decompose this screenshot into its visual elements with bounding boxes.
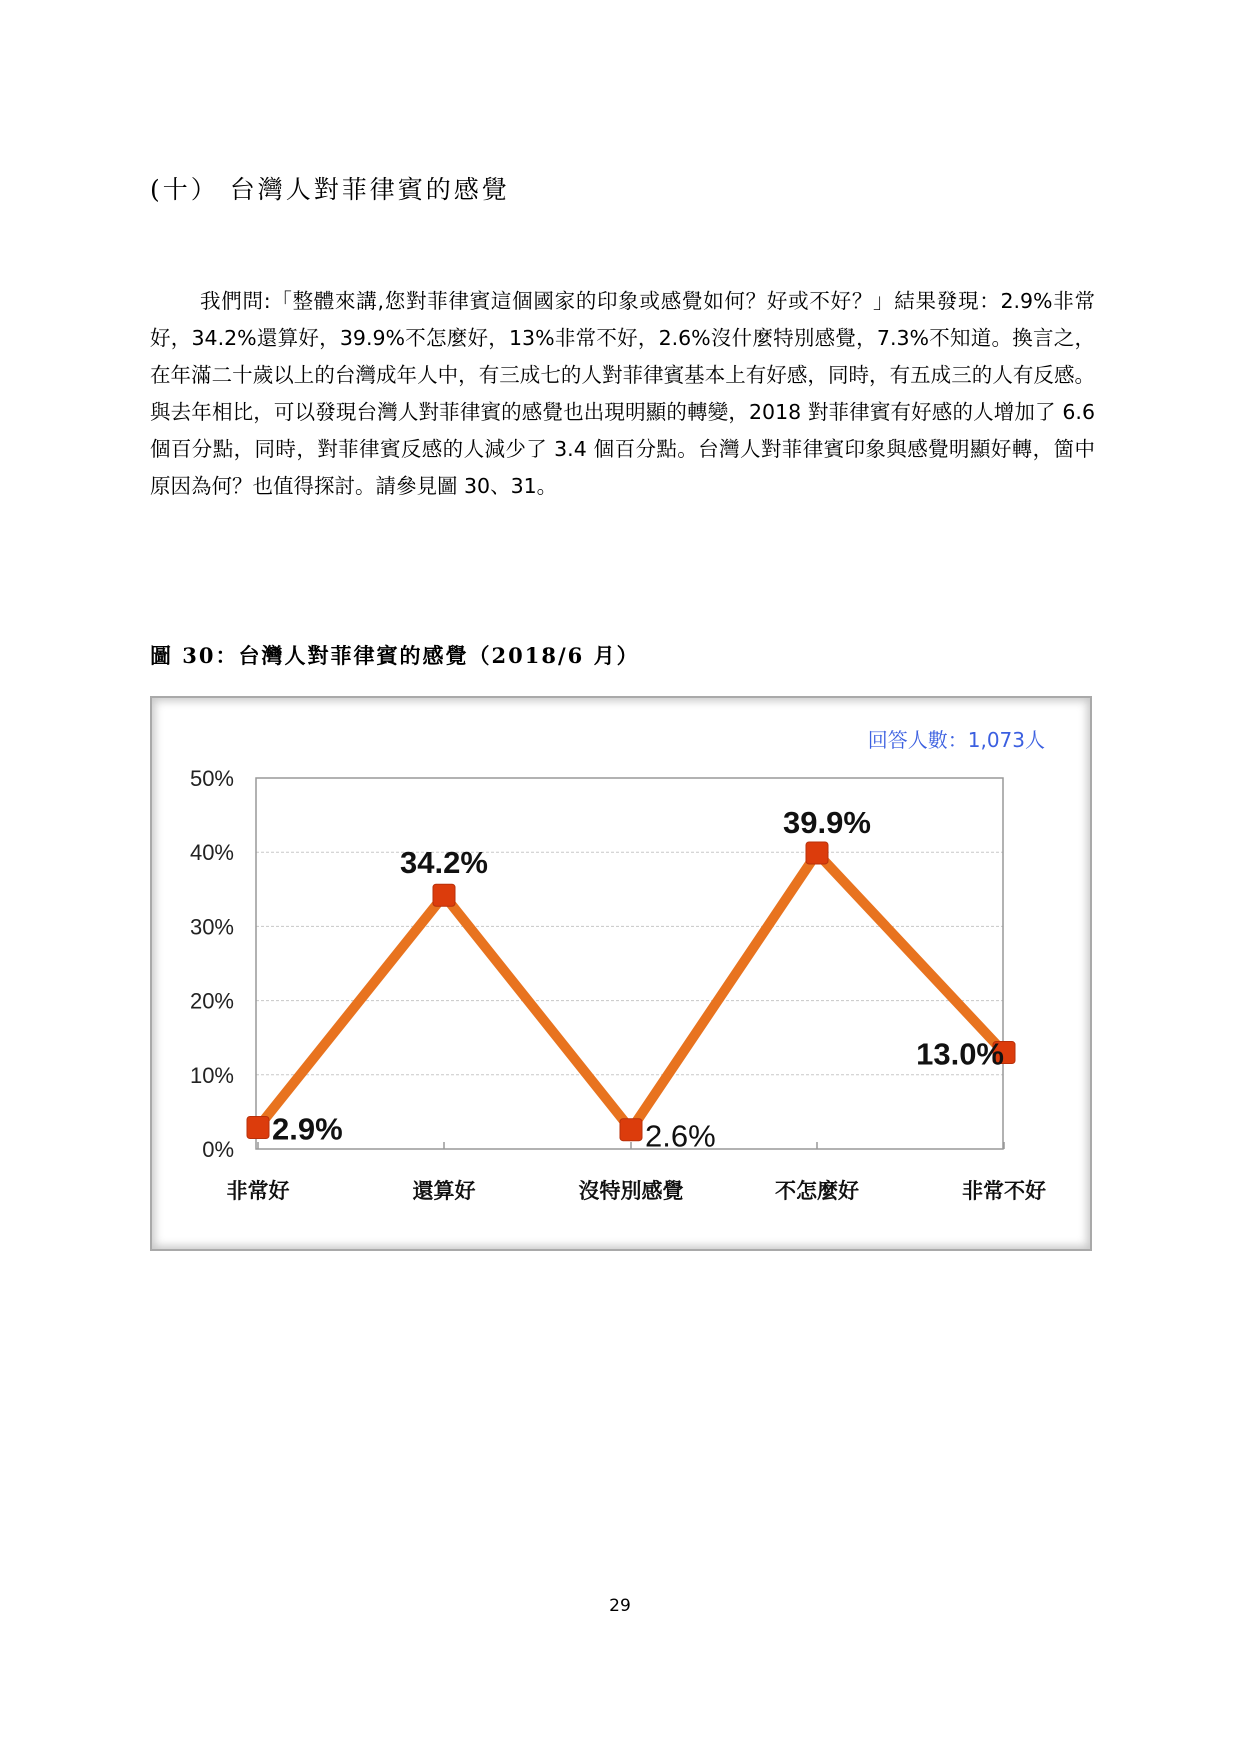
data-label: 2.6% xyxy=(645,1118,716,1154)
line-chart xyxy=(152,698,1090,1249)
figure-caption: 圖 30：台灣人對菲律賓的感覺（2018/6 月） xyxy=(150,643,640,668)
x-category-label: 不怎麼好 xyxy=(775,1179,859,1203)
page-number: 29 xyxy=(609,1596,631,1616)
y-tick-label: 10% xyxy=(189,1062,234,1088)
section-heading: (十） 台灣人對菲律賓的感覺 xyxy=(150,175,510,204)
y-tick-label: 0% xyxy=(202,1137,234,1162)
chart-frame xyxy=(150,696,1092,1251)
body-paragraph: 我們問:「整體來講,您對菲律賓這個國家的印象或感覺如何？好或不好？」結果發現：2.9%非常好，34.2%還算好，39.9%不怎麼好，13%非常不好，2.6%沒什麼特別感覺，7.3%不知道。換言之，在年滿二十歲以上的台灣成年人中，有三成七的人對菲律賓基本上有好感，同時，有五成三的人有反感。與去年相比，可以發現台灣人對菲律賓的感覺也出現明顯的轉變，2018 對菲律賓有好感的人增加了 6.6 個百分點，同時，對菲律賓反感的人減少了 3.4 個百分點。台灣人對菲律賓印象與感覺明顯好轉，箇中原因為何？也值得探討。請參見圖 30、31。 xyxy=(150,288,1095,498)
y-tick-label: 50% xyxy=(189,766,234,791)
y-tick-label: 30% xyxy=(189,914,234,940)
x-category-label: 還算好 xyxy=(412,1179,476,1203)
x-category-label: 沒特別感覺 xyxy=(578,1179,684,1203)
data-label: 34.2% xyxy=(400,845,488,881)
series-line xyxy=(258,853,1004,1130)
x-category-label: 非常好 xyxy=(226,1179,290,1203)
plot-area-border xyxy=(256,778,1003,1149)
data-point-marker xyxy=(247,1116,269,1138)
data-point-marker xyxy=(806,842,828,864)
data-label: 13.0% xyxy=(916,1036,1004,1072)
y-tick-label: 20% xyxy=(189,988,234,1014)
data-point-marker xyxy=(433,884,455,906)
data-point-marker xyxy=(620,1119,642,1141)
x-category-label: 非常不好 xyxy=(962,1179,1046,1203)
data-label: 2.9% xyxy=(272,1111,343,1147)
y-tick-label: 40% xyxy=(189,840,234,866)
respondent-count-annotation: 回答人數：1,073人 xyxy=(867,728,1045,752)
data-label: 39.9% xyxy=(783,804,871,840)
